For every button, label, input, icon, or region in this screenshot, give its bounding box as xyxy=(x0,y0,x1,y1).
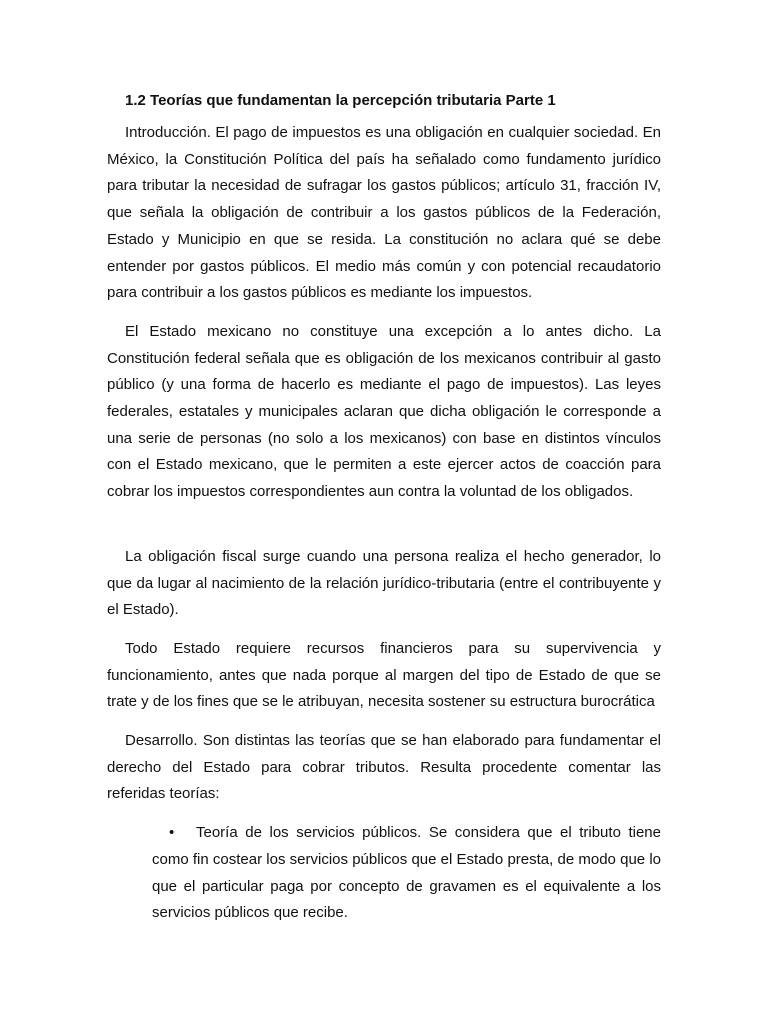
bullet-marker: • xyxy=(169,824,175,842)
paragraph-desarrollo: Desarrollo. Son distintas las teorías que se han elaborado para fundamentar el derecho del Estado para cobrar tributos. Resulta procedente comentar las referidas teorías: xyxy=(107,732,661,803)
document-page xyxy=(107,88,661,927)
list-item xyxy=(152,820,661,927)
paragraph-estado-mexicano: El Estado mexicano no constituye una excepción a lo antes dicho. La Constitución federal señala que es obligación de los mexicanos contribuir al gasto público (y una forma de hacerlo es mediante el pago de impuestos). Las leyes federales, estatales y municipales aclaran que dicha obligación le corresponde a una serie de personas (no solo a los mexicanos) con base en distintos vínculos con el Estado mexicano, que le permiten a este ejercer actos de coacción para cobrar los impuestos correspondientes aun contra la voluntad de los obligados. xyxy=(107,322,661,501)
paragraph-todo-estado: Todo Estado requiere recursos financieros para su supervivencia y funcionamiento, antes que nada porque al margen del tipo de Estado de que se trate y de los fines que se le atribuyan, necesita sostener su estructura burocrática xyxy=(107,639,661,711)
paragraph-obligacion-fiscal: La obligación fiscal surge cuando una persona realiza el hecho generador, lo que da lugar al nacimiento de la relación jurídico-tributaria (entre el contribuyente y el Estado). xyxy=(107,547,661,619)
paragraph-introduccion: Introducción. El pago de impuestos es una obligación en cualquier sociedad. En México, la Constitución Política del país ha señalado como fundamento jurídico para tributar la necesidad de sufragar los gastos públicos; artículo 31, fracción IV, que señala la obligación de contribuir a los gastos públicos de la Federación, Estado y Municipio en que se resida. La constitución no aclara qué se debe entender por gastos públicos. El medio más común y con potencial recaudatorio para contribuir a los gastos públicos es mediante los impuestos. xyxy=(107,124,661,302)
section-heading: 1.2 Teorías que fundamentan la percepción tributaria Parte 1 xyxy=(125,92,556,109)
list-item-text: Teoría de los servicios públicos. Se considera que el tributo tiene como fin costear los servicios públicos que el Estado presta, de modo que lo que el particular paga por concepto de gravamen es el equivalente a los servicios públicos que recibe. xyxy=(152,824,661,922)
theories-list xyxy=(107,820,661,927)
blank-line xyxy=(107,518,661,544)
